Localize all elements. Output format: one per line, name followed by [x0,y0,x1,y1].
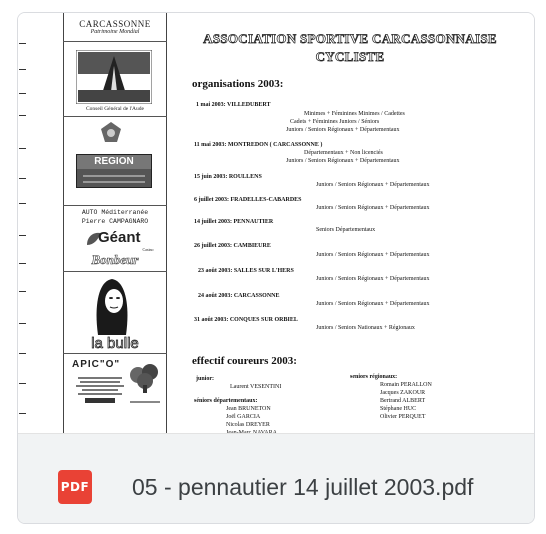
event-date: 14 juillet 2003: PENNAUTIER [194,219,274,225]
event-category: Minimes + Féminines Minimes / Cadettes [304,111,405,117]
bulle-portrait-icon [92,277,132,335]
logo-divider [63,353,167,354]
document-title-line1: ASSOCIATION SPORTIVE CARCASSONNAISE [203,31,497,46]
logo-divider [63,271,167,272]
apico-tree-icon [128,363,162,393]
margin-tick [19,323,26,324]
roster-name: Jacques ZAKOUR [380,390,426,396]
auto-logo-line1: AUTO Méditerranée [81,209,149,216]
seniors-regionaux-label: seniors régionaux: [350,374,398,380]
file-card[interactable] [17,12,535,524]
event-date: 15 juin 2003: ROULLENS [194,174,262,180]
logo-divider [63,41,167,42]
region-emblem-icon [100,121,122,143]
pdf-file-icon: PDF [58,470,92,504]
apico-logo-text: APIC"O" [72,359,121,370]
file-name[interactable]: 05 - pennautier 14 juillet 2003.pdf [132,474,474,500]
event-date: 23 août 2003: SALLES SUR L'HERS [198,268,294,274]
document-title-line2: CYCLISTE [315,49,385,64]
event-date: 26 juillet 2003: CAMBIEURE [194,243,271,249]
margin-tick [19,203,26,204]
roster-name: Olivier PERQUET [380,414,426,420]
margin-tick [19,413,26,414]
geant-logo-text: Géant [98,229,141,246]
seniors-departementaux-label: séniors départementaux: [194,398,258,404]
file-preview[interactable] [18,13,534,433]
margin-tick [19,263,26,264]
organisations-heading: organisations 2003: [192,78,284,90]
geant-logo-subtext: Casino [142,247,154,252]
event-date: 6 juillet 2003: FRADELLES-CABARDES [194,197,302,203]
roster-name: Stéphane HUC [380,406,417,412]
roster-name: Jean BRUNETON [226,406,271,412]
file-card-footer[interactable] [18,433,534,523]
event-category: Juniors / Seniors Régionaux + Départementaux [316,205,430,211]
apico-details-block [74,375,126,409]
event-category: Juniors / Seniors Nationaux + Régionaux [316,325,415,331]
roster-name: Joël GARCIA [226,414,261,420]
margin-tick [19,148,26,149]
scanned-document [18,13,534,433]
event-category: Juniors / Seniors Régionaux + Départementaux [316,252,430,258]
region-logo-text: REGION [94,156,134,167]
event-category: Juniors / Seniors Régionaux + Départementaux [316,182,430,188]
logo-divider [63,205,167,206]
carcassonne-logo-text: CARCASSONNE [79,19,151,29]
margin-tick [19,69,26,70]
event-category: Cadets + Féminines Juniors / Séniors [290,119,380,125]
logo-divider [63,116,167,117]
roster-name: Romain PERALLON [380,382,432,388]
region-logo-banner [76,154,152,188]
roster-name: Jean-Marc NAVARA [226,430,277,433]
apico-caption-line [130,401,160,403]
roster-name: Laurent VESENTINI [230,384,282,390]
bulle-logo-text: la bulle [91,335,139,352]
carcassonne-logo-subtext: Patrimoine Mondial [90,29,140,35]
roster-name: Nicolas DREYER [226,422,270,428]
event-category: Départementaux + Non licenciés [304,150,383,156]
effectif-heading: effectif coureurs 2003: [192,355,297,367]
margin-tick [19,291,26,292]
auto-logo-line2: Pierre CAMPAGNARO [81,218,149,225]
margin-tick [19,235,26,236]
margin-tick [19,353,26,354]
margin-tick [19,93,26,94]
event-date: 31 août 2003: CONQUES SUR ORBIEL [194,317,298,323]
margin-tick [19,43,26,44]
bonbeur-logo-text: Bonbeur [91,252,139,267]
event-category: Juniors / Seniors Régionaux + Départementaux [286,127,400,133]
event-category: Juniors / Seniors Régionaux + Départementaux [316,301,430,307]
event-date: 1 mai 2003: VILLEDUBERT [196,102,271,108]
margin-tick [19,178,26,179]
event-date: 24 août 2003: CARCASSONNE [198,293,280,299]
event-date: 11 mai 2003: MONTREDON ( CARCASSONNE ) [194,142,323,148]
aude-logo-icon [76,50,152,104]
aude-logo-caption: Conseil Général de l'Aude [86,106,144,112]
junior-label: junior: [196,376,214,382]
margin-tick [19,115,26,116]
event-category: Juniors / Seniors Régionaux + Départementaux [316,276,430,282]
event-category: Seniors Départementaux [316,227,376,233]
roster-name: Bertrand ALBERT [380,398,426,404]
margin-tick [19,383,26,384]
event-category: Juniors / Seniors Régionaux + Départementaux [286,158,400,164]
